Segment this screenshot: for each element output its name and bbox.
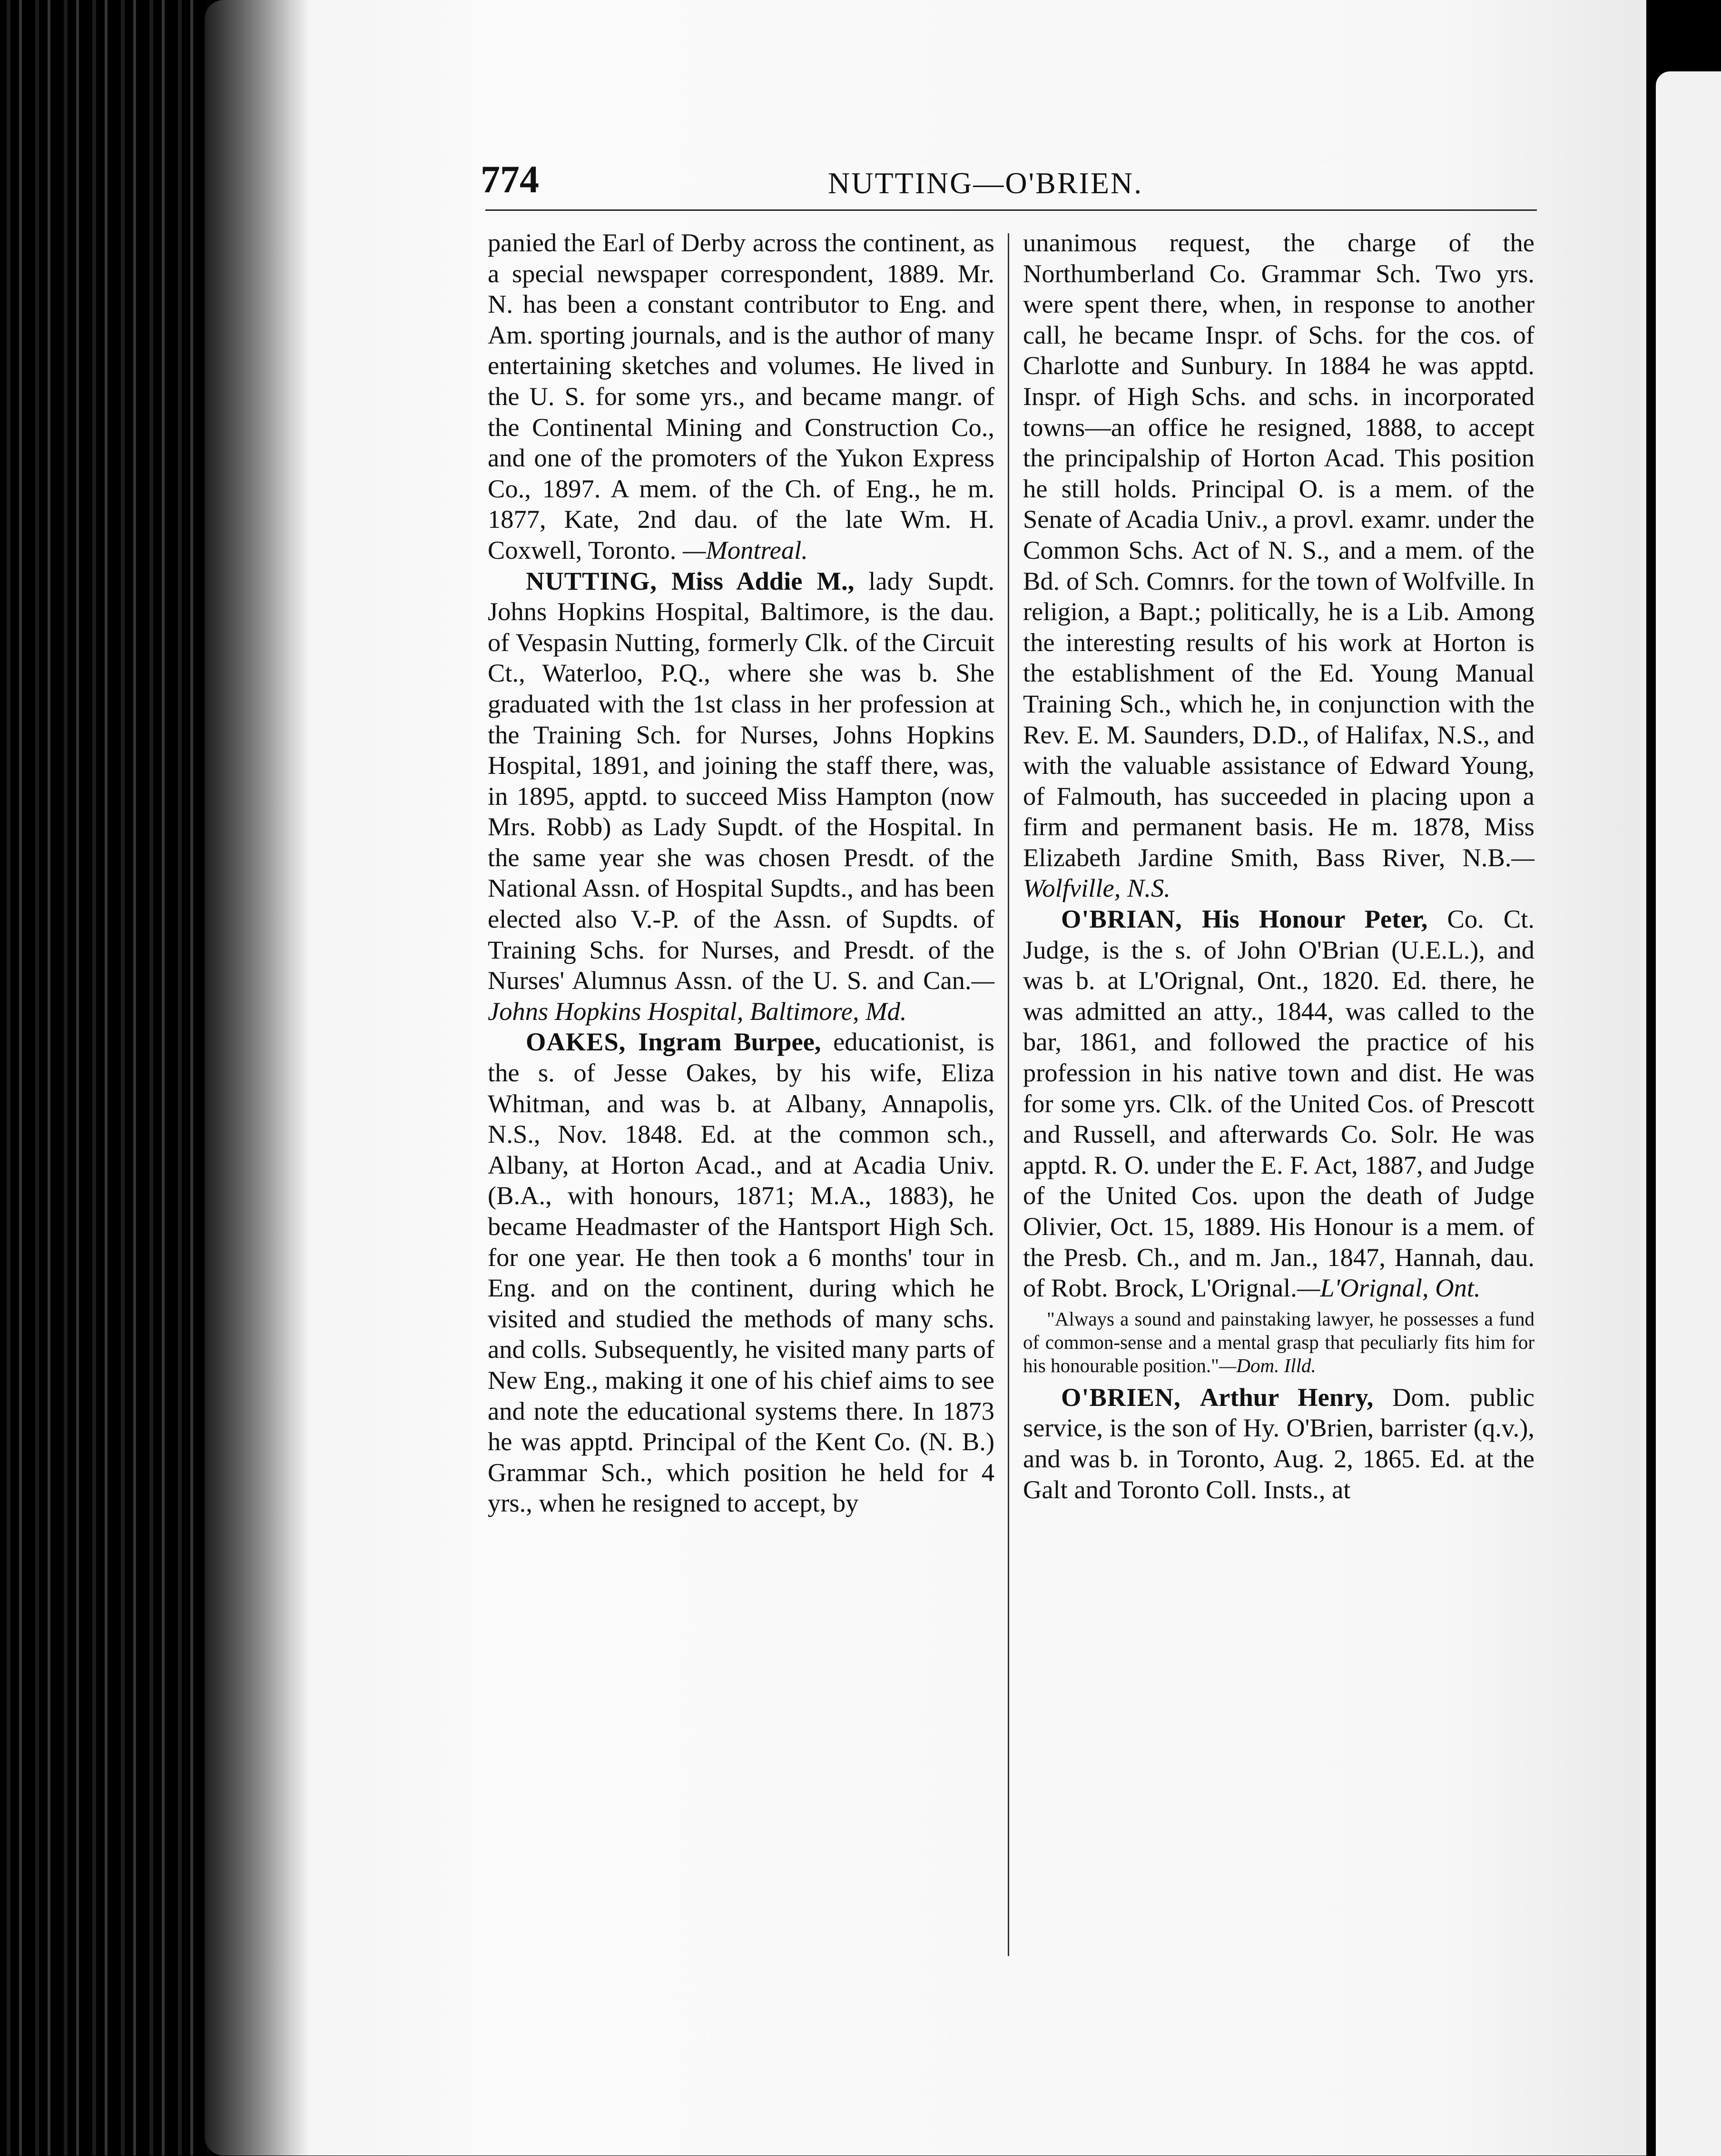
running-head: NUTTING—O'BRIEN. [828, 166, 1143, 200]
entry-obrien [1023, 1382, 1534, 1505]
entry-title: Ingram Burpee, [638, 1027, 821, 1057]
entry-text: unanimous request, the charge of the Northumberland Co. Grammar Sch. Two yrs. were spent there, when, in response to another call, he became Inspr. of Schs. for the cos. of Charlotte and Sunbury. In 1884 he was apptd. Inspr. of High Schs. and schs. in incorporated towns—an office he resigned, 1888, to accept the principalship of Horton Acad. This position he still holds. Principal O. is a mem. of the Senate of Acadia Univ., a provl. examr. under the Common Schs. Act of N. S., and a mem. of the Bd. of Sch. Comnrs. for the town of Wolfville. In religion, a Bapt.; politically, he is a Lib. Among the interesting results of his work at Horton is the establishment of the Ed. Young Manual Training Sch., which he, in conjunction with the Rev. E. M. Saunders, D.D., of Halifax, N.S., and with the valuable assistance of Edward Young, of Falmouth, has succeeded in placing upon a firm and permanent basis. He m. 1878, Miss Elizabeth Jardine Smith, Bass River, N.B. [1023, 228, 1534, 872]
entry-quote [1023, 1307, 1534, 1377]
left-column [488, 227, 994, 1519]
entry-nutting [488, 566, 994, 1027]
entry-text: lady Supdt. Johns Hopkins Hospital, Baltimore, is the dau. of Vespasin Nutting, formerly Clk. of the Circuit Ct., Waterloo, P.Q., where she was b. She graduated with the 1st class in her profession at the Training Sch. for Nurses, Johns Hopkins Hospital, 1891, and joining the staff there, was, in 1895, apptd. to succeed Miss Hampton (now Mrs. Robb) as Lady Supdt. of the Hospital. In the same year she was chosen Presdt. of the National Assn. of Hospital Supdts., and has been elected also V.-P. of the Assn. of Supdts. of Training Schs. for Nurses, and Presdt. of the Nurses' Alumnus Assn. of the U. S. and Can. [488, 566, 994, 995]
entry-obrian [1023, 904, 1534, 1304]
quote-text: "Always a sound and painstaking lawyer, he possesses a fund of common-sense and a mental grasp that peculiarly fits him for his honourable position." [1023, 1307, 1534, 1376]
header-rule [485, 209, 1537, 211]
entry-place: —Johns Hopkins Hospital, Baltimore, Md. [488, 966, 994, 1026]
entry-title: His Honour Peter, [1201, 904, 1428, 934]
entry-text: educationist, is the s. of Jesse Oakes, by his wife, Eliza Whitman, and was b. at Albany, Annapolis, N.S., Nov. 1848. Ed. at the common sch., Albany, at Horton Acad., and at Acadia Univ. (B.A., with honours, 1871; M.A., 1883), he became Headmaster of the Hantsport High Sch. for one year. He then took a 6 months' tour in Eng. and on the continent, during which he visited and studied the methods of many schs. and colls. Subsequently, he visited many parts of New Eng., making it one of his chief aims to see and note the educational systems there. In 1873 he was apptd. Principal of the Kent Co. (N. B.) Grammar Sch., which position he held for 4 yrs., when he resigned to accept, by [488, 1027, 995, 1518]
entry-name: O'BRIEN, [1061, 1382, 1181, 1412]
entry-text: Co. Ct. Judge, is the s. of John O'Brian (U.E.L.), and was b. at L'Orignal, Ont., 1820. Ed. there, he was admitted an atty., 1844, was called to the bar, 1861, and followed the practice of his profession in his native town and dist. He was for some yrs. Clk. of the United Cos. of Prescott and Russell, and afterwards Co. Solr. He was apptd. R. O. under the E. F. Act, 1887, and Judge of the United Cos. upon the death of Judge Olivier, Oct. 15, 1889. His Honour is a mem. of the Presb. Ch., and m. Jan., 1847, Hannah, dau. of Robt. Brock, L'Orignal. [1023, 904, 1535, 1303]
continuation-text: panied the Earl of Derby across the continent, as a special newspaper correspondent, 1889. Mr. N. has been a constant contributor to Eng. and Am. sporting journals, and is the author of many entertaining sketches and volumes. He lived in the U. S. for some yrs., and became mangr. of the Continental Mining and Construction Co., and one of the promoters of the Yukon Express Co., 1897. A mem. of the Ch. of Eng., he m. 1877, Kate, 2nd dau. of the late Wm. H. Coxwell, Toronto. [488, 228, 994, 564]
column-divider [1008, 233, 1009, 1956]
entry-text: Dom. public service, is the son of Hy. O'Brien, barrister (q.v.), and was b. in Toronto, Aug. 2, 1865. Ed. at the Galt and Toronto Coll. Insts., at [1023, 1382, 1534, 1504]
quote-source: —Dom. Illd. [1219, 1354, 1316, 1376]
spine-shade [205, 0, 309, 2156]
entry-place: —L'Orignal, Ont. [1297, 1273, 1481, 1303]
page-number: 774 [481, 158, 539, 201]
right-column [1023, 227, 1534, 1505]
oakes-predecessor-continuation [488, 227, 994, 566]
page-header [481, 157, 1537, 209]
entry-oakes-continued [1023, 227, 1534, 904]
entry-place: —Wolfville, N.S. [1023, 842, 1534, 903]
entry-name: OAKES, [526, 1027, 626, 1057]
adjacent-page-edge [1656, 71, 1721, 2156]
entry-title: Arthur Henry, [1200, 1382, 1374, 1412]
continuation-place: —Montreal. [682, 535, 808, 564]
entry-oakes [488, 1027, 994, 1519]
entry-name: NUTTING, [526, 566, 658, 595]
entry-title: Miss Addie M., [671, 566, 855, 595]
entry-name: O'BRIAN, [1061, 904, 1182, 934]
